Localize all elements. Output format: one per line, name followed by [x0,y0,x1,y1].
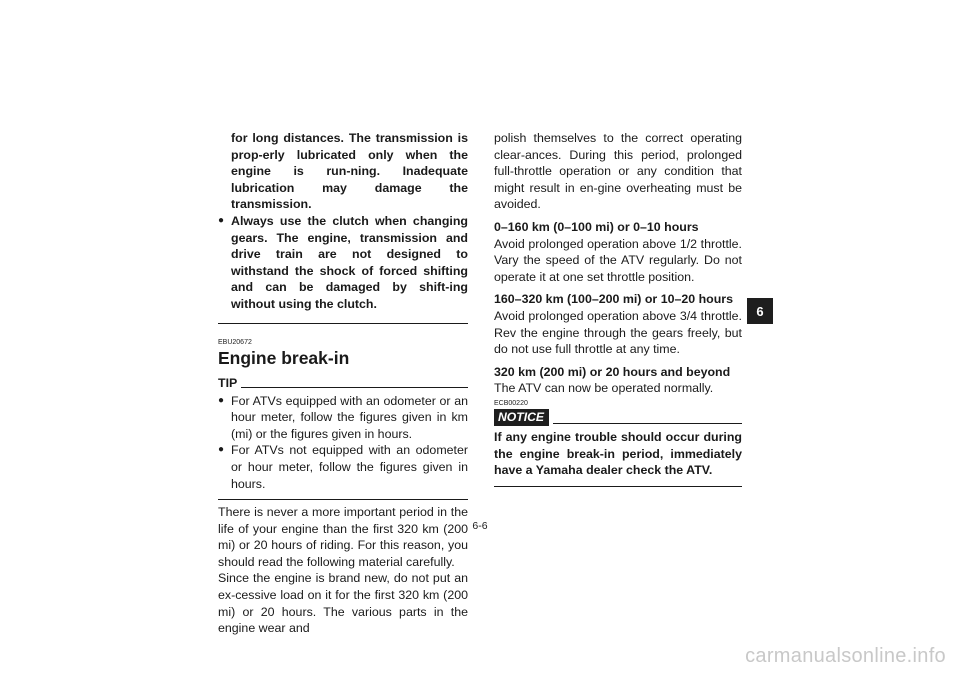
left-column [218,130,468,637]
tip-label: TIP [218,375,238,390]
stage-text-3: The ATV can now be operated normally. [494,381,714,396]
section-title: Engine break-in [218,347,350,368]
stage-text-1: Avoid prolonged operation above 1/2 throttle. Vary the speed of the ATV regularly. Do not operate it at one set throttle position. [494,236,742,284]
notice-rule [553,423,742,424]
notice-header [494,409,742,426]
tip-item-2: ● For ATVs not equipped with an odometer or hour meter, follow the figures given in hours. [218,442,468,492]
stage-text-2: Avoid prolonged operation above 3/4 throttle. Rev the engine through the gears freely, but do not use full throttle at any time. [494,308,742,357]
notice-badge: NOTICE [494,409,549,426]
warning-end-rule [218,323,468,324]
page-number: 6-6 [472,520,488,532]
section-code: EBU20672 [218,338,252,346]
stage-heading-1: 0–160 km (0–100 mi) or 0–10 hours [494,219,699,234]
warning-bullet: ● Always use the clutch when changing gears. The engine, transmission and drive train are not designed to withstand the shock of forced shifting and can be damaged by shift-ing without using the clutch. [218,213,468,313]
stage-heading-2: 160–320 km (100–200 mi) or 10–20 hours [494,292,734,307]
notice-end-rule [494,486,742,487]
tip-end-rule [218,499,468,500]
continued-paragraph: polish themselves to the correct operating clear-ances. During this period, prolonged full-throttle operation or any condition that might result in en-gine overheating must be avoided. [494,131,742,212]
notice-text: If any engine trouble should occur during the engine break-in period, immediately have a Yamaha dealer check the ATV. [494,429,742,478]
notice-code: ECB00220 [494,399,528,407]
break-in-paragraph-1: There is never a more important period in the life of your engine than the first 320 km (200 mi) or 20 hours of riding. For this reason, you should read the following material carefully. [218,505,468,569]
watermark: carmanualsonline.info [745,645,946,667]
tip-rule [241,387,468,388]
right-column [494,130,742,487]
chapter-tab: 6 [747,298,773,324]
tip-item-1: ● For ATVs equipped with an odometer or an hour meter, follow the figures given in km (mi) or the figures given in hours. [218,393,468,443]
break-in-paragraph-2: Since the engine is brand new, do not put an ex-cessive load on it for the first 320 km (200 mi) or 20 hours. The various parts in the engine wear and [218,571,468,636]
tip-header [218,376,468,391]
warning-tail-text: for long distances. The transmission is prop-erly lubricated only when the engine is run-ning. Inadequate lubrication may damage the transmission. [231,131,468,212]
stage-heading-3: 320 km (200 mi) or 20 hours and beyond [494,364,731,379]
